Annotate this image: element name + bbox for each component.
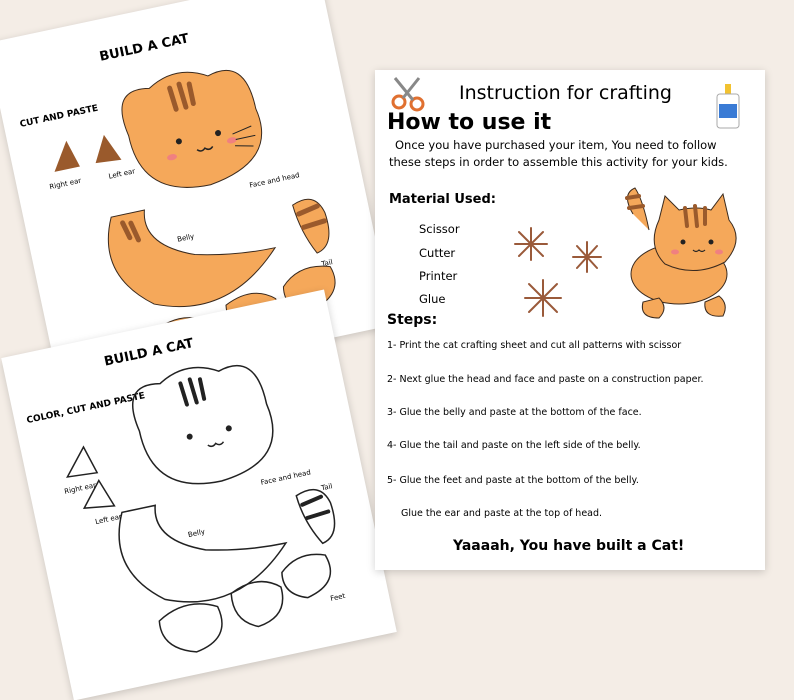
left-ear-piece — [90, 132, 121, 165]
left-ear-label: Left ear — [107, 167, 136, 181]
scissors-icon — [389, 74, 429, 114]
material-item: Scissor — [419, 222, 460, 236]
sheet-title: BUILD A CAT — [102, 336, 195, 370]
material-item: Glue — [419, 292, 446, 306]
glue-bottle-icon — [713, 82, 743, 132]
closing-message: Yaaaah, You have built a Cat! — [453, 538, 685, 554]
step-item: 5- Glue the feet and paste at the bottom of the belly. — [387, 475, 639, 486]
step-item: 3- Glue the belly and paste at the bottom of the face. — [387, 407, 642, 418]
materials-title: Material Used: — [389, 192, 496, 207]
tail-label: Tail — [320, 482, 334, 493]
material-item: Printer — [419, 269, 458, 283]
step-item: 4- Glue the tail and paste on the left side of the belly. — [387, 440, 641, 451]
step-item: 1- Print the cat crafting sheet and cut all patterns with scissor — [387, 340, 682, 351]
left-ear-label: Left ear — [94, 512, 123, 527]
face-head-label: Face and head — [248, 171, 301, 190]
sheet-subtitle: COLOR, CUT AND PASTE — [25, 391, 147, 427]
belly-label: Belly — [176, 232, 195, 244]
right-ear-label: Right ear — [48, 176, 82, 192]
material-item: Cutter — [419, 246, 456, 260]
sheet-title: BUILD A CAT — [98, 31, 191, 65]
outline-cat-parts — [1, 290, 397, 700]
steps-title: Steps: — [387, 312, 438, 328]
right-ear-piece — [49, 139, 80, 172]
instruction-heading: Instruction for crafting — [459, 82, 672, 104]
step-item: Glue the ear and paste at the top of head. — [401, 508, 603, 519]
sparkle-decorations — [511, 220, 631, 320]
step-item: 2- Next glue the head and face and paste on a construction paper. — [387, 374, 704, 385]
sheet-subtitle: CUT AND PASTE — [18, 103, 100, 130]
intro-line: these steps in order to assemble this activity for your kids. — [389, 155, 728, 169]
cat-illustration — [619, 180, 749, 320]
right-ear-label: Right ear — [63, 481, 97, 496]
tail-label: Tail — [320, 258, 334, 269]
instruction-sheet — [375, 70, 765, 570]
outline-cat-sheet — [1, 290, 397, 700]
face-head-label: Face and head — [259, 468, 312, 487]
belly-label: Belly — [187, 527, 206, 540]
head-piece — [116, 58, 271, 199]
intro-line: Once you have purchased your item, You need to follow — [395, 138, 717, 152]
how-to-use-heading: How to use it — [387, 110, 552, 135]
feet-label: Feet — [329, 591, 347, 603]
